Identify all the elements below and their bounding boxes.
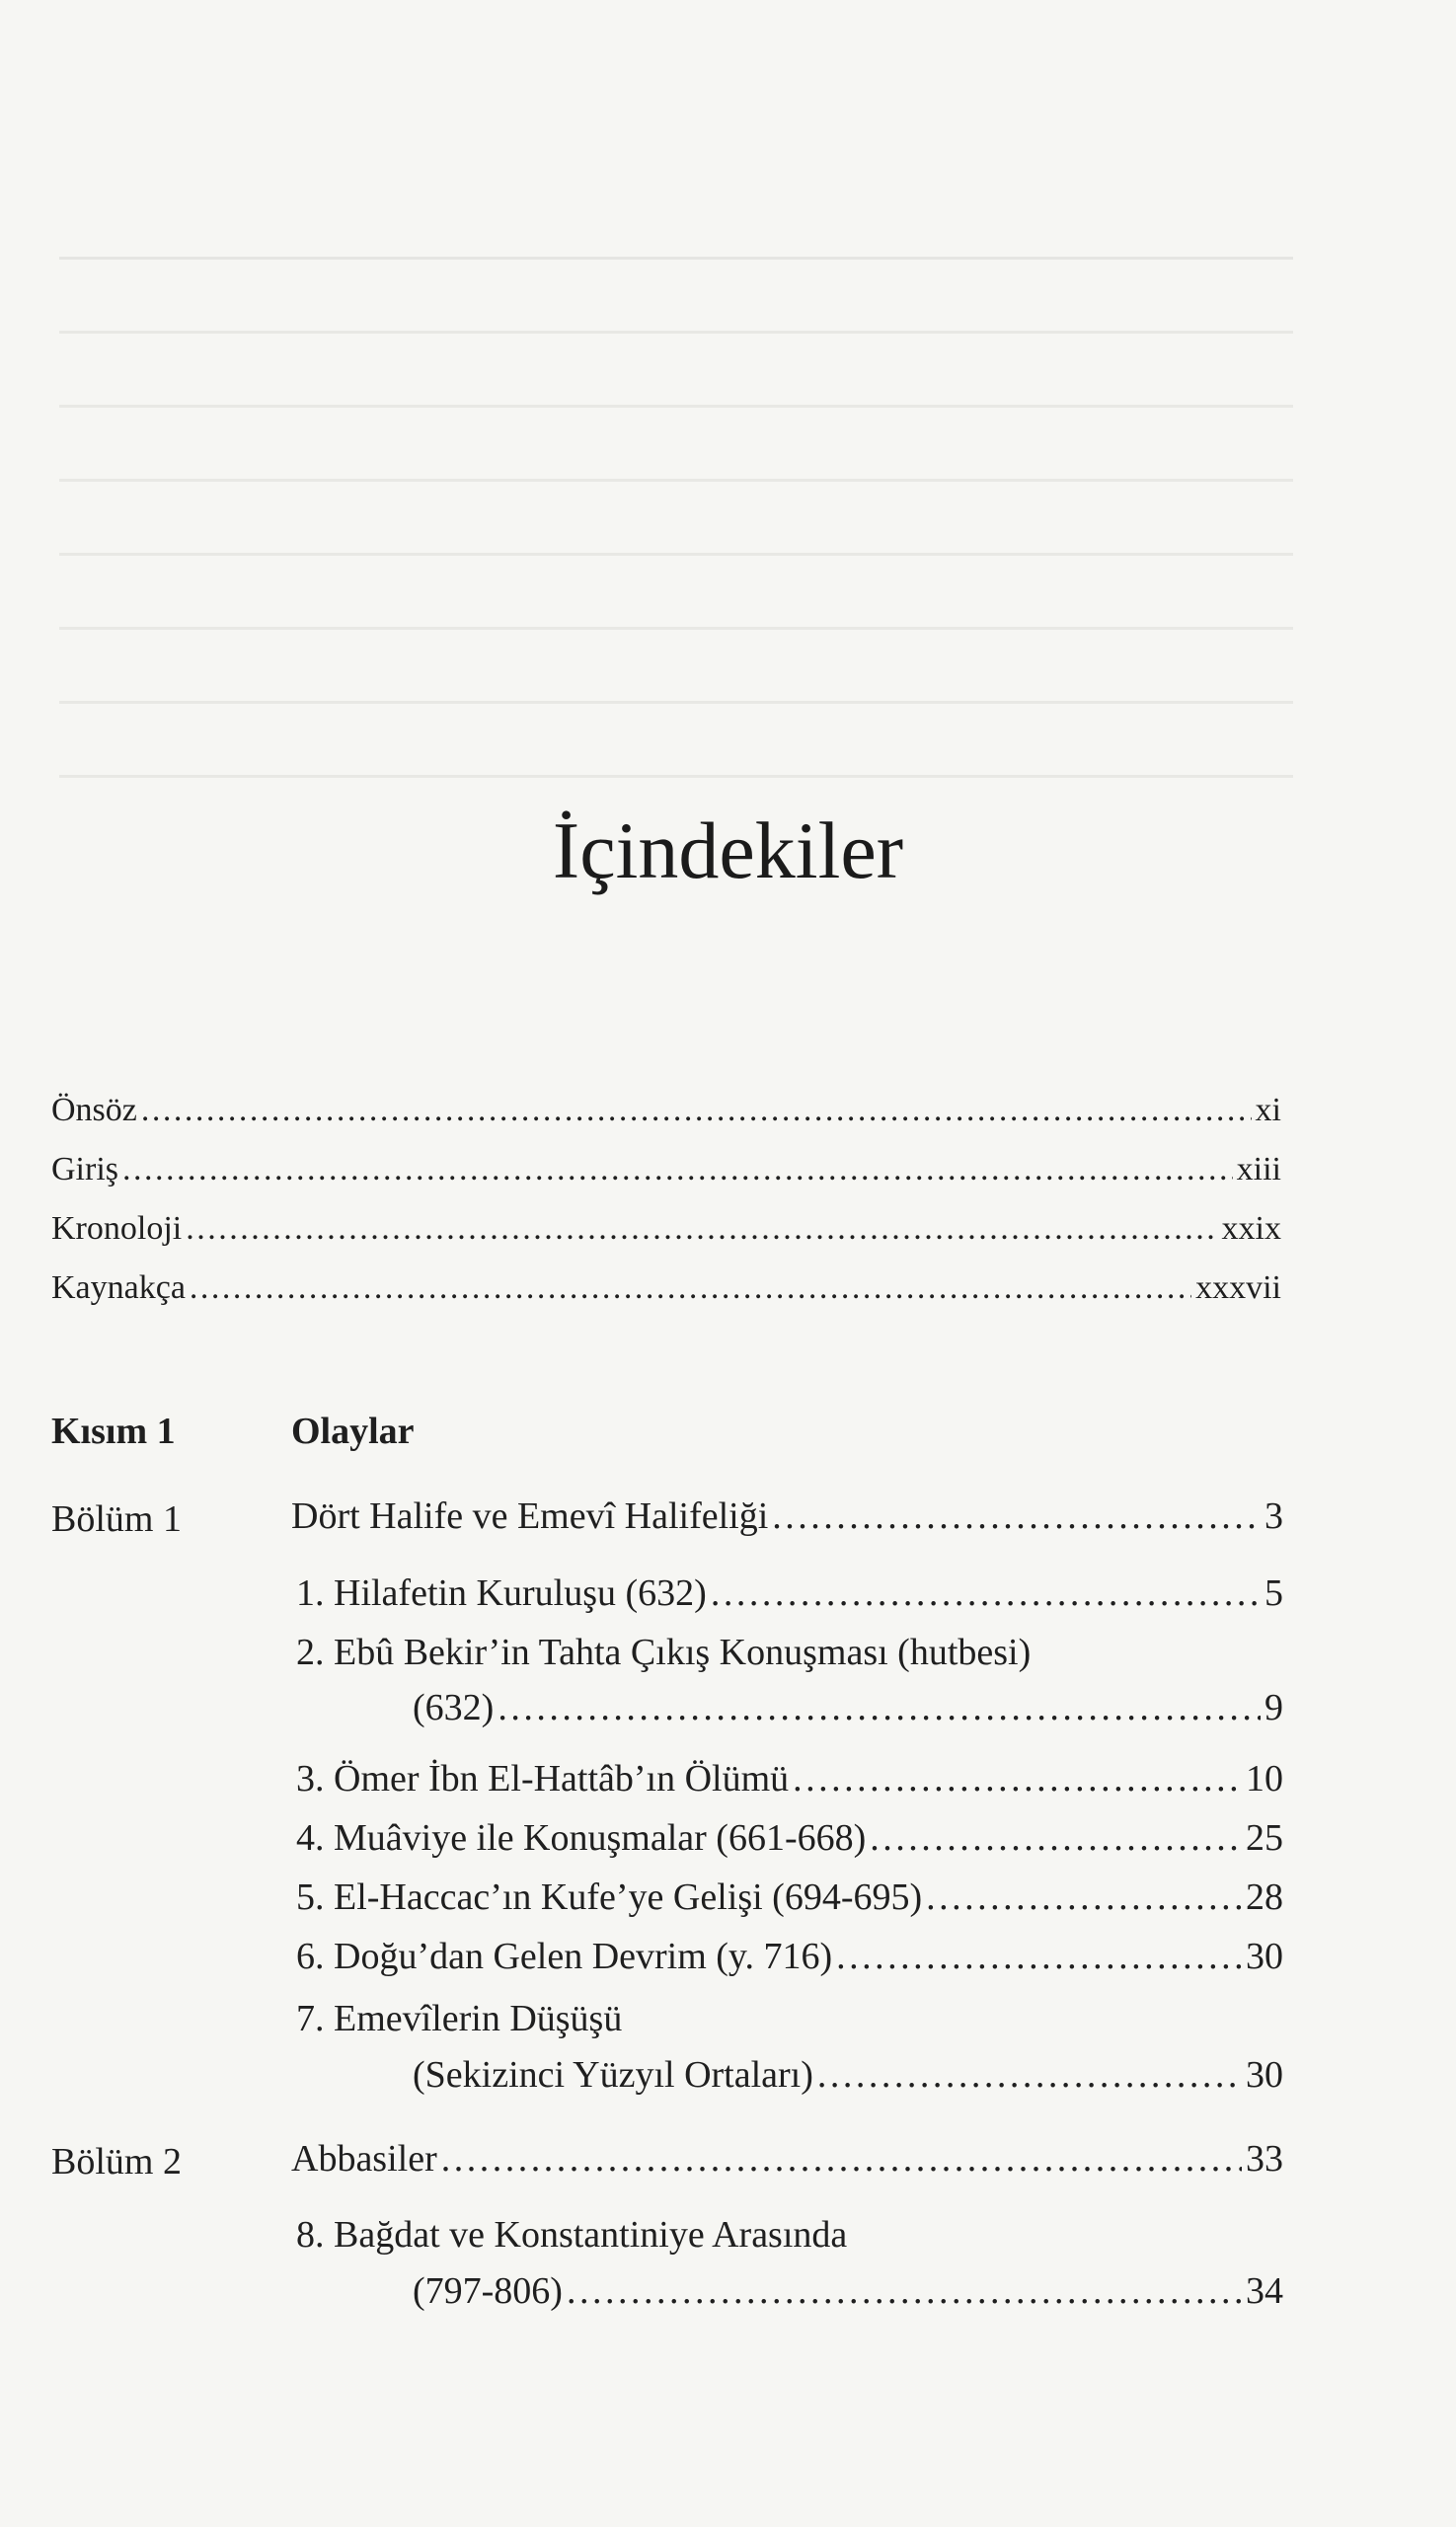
toc-entry-front[interactable]	[51, 1271, 1281, 1305]
toc-entry-section-cont[interactable]	[413, 2272, 1283, 2310]
toc-entry-page: 3	[1264, 1495, 1283, 1537]
leader-dots	[711, 1574, 1261, 1612]
part-title: Olaylar	[291, 1411, 415, 1452]
toc-entry-label: Önsöz	[51, 1092, 137, 1128]
toc-entry-label: 3. Ömer İbn El-Hattâb’ın Ölümü	[296, 1758, 790, 1800]
page-title: İçindekiler	[552, 805, 904, 895]
toc-entry-front[interactable]	[51, 1153, 1281, 1187]
toc-entry-label: Kaynakça	[51, 1269, 186, 1306]
leader-dots	[836, 1938, 1242, 1975]
leader-dots	[441, 2140, 1242, 2178]
leader-dots	[926, 1878, 1242, 1916]
toc-entry-label[interactable]: 2. Ebû Bekir’in Tahta Çıkış Konuşması (hutbesi)	[296, 1632, 1032, 1673]
part-label: Kısım 1	[51, 1411, 176, 1452]
toc-entry-page: 33	[1246, 2138, 1283, 2180]
toc-entry-label[interactable]: 7. Emevîlerin Düşüşü	[296, 1998, 623, 2039]
toc-entry-label: 4. Muâviye ile Konuşmalar (661-668)	[296, 1817, 867, 1859]
leader-dots	[186, 1212, 1217, 1246]
leader-dots	[772, 1497, 1261, 1535]
leader-dots	[141, 1094, 1252, 1127]
toc-entry-section-cont[interactable]	[413, 2056, 1283, 2094]
toc-entry-label: Kronoloji	[51, 1210, 183, 1247]
toc-entry-label-cont: (797-806)	[413, 2270, 563, 2312]
toc-entry-chapter[interactable]	[291, 2140, 1283, 2178]
toc-entry-section[interactable]	[296, 1819, 1283, 1857]
toc-entry-page: xi	[1255, 1092, 1281, 1128]
chapter-label: Bölüm 2	[51, 2141, 182, 2182]
toc-entry-label: Dört Halife ve Emevî Halifeliği	[291, 1495, 769, 1537]
toc-entry-section[interactable]	[296, 1878, 1283, 1916]
toc-entry-section[interactable]	[296, 1574, 1283, 1612]
chapter-label: Bölüm 1	[51, 1498, 182, 1540]
leader-dots	[817, 2056, 1242, 2094]
toc-entry-front[interactable]	[51, 1094, 1281, 1127]
toc-entry-label[interactable]: 8. Bağdat ve Konstantiniye Arasında	[296, 2214, 848, 2256]
toc-entry-label: 5. El-Haccac’ın Kufe’ye Gelişi (694-695)	[296, 1876, 923, 1918]
toc-entry-label-cont: (632)	[413, 1687, 495, 1728]
leader-dots	[870, 1819, 1242, 1857]
toc-entry-label: 6. Doğu’dan Gelen Devrim (y. 716)	[296, 1936, 833, 1977]
leader-dots	[793, 1760, 1242, 1798]
toc-entry-front[interactable]	[51, 1212, 1281, 1246]
toc-entry-page: 30	[1246, 1936, 1283, 1977]
toc-entry-page: 5	[1264, 1572, 1283, 1614]
toc-entry-section[interactable]	[296, 1938, 1283, 1975]
leader-dots	[498, 1689, 1261, 1726]
leader-dots	[190, 1271, 1191, 1305]
toc-entry-page: 30	[1246, 2054, 1283, 2096]
leader-dots	[567, 2272, 1242, 2310]
toc-entry-page: 34	[1246, 2270, 1283, 2312]
toc-entry-label: Giriş	[51, 1151, 118, 1187]
toc-entry-page: 28	[1246, 1876, 1283, 1918]
toc-entry-label-cont: (Sekizinci Yüzyıl Ortaları)	[413, 2054, 813, 2096]
toc-entry-page: 25	[1246, 1817, 1283, 1859]
toc-entry-page: xiii	[1236, 1151, 1281, 1187]
toc-entry-label: 1. Hilafetin Kuruluşu (632)	[296, 1572, 707, 1614]
toc-entry-page: xxxvii	[1195, 1269, 1281, 1306]
toc-entry-page: 10	[1246, 1758, 1283, 1800]
toc-entry-chapter[interactable]	[291, 1497, 1283, 1535]
toc-entry-section[interactable]	[296, 1760, 1283, 1798]
toc-entry-page: 9	[1264, 1687, 1283, 1728]
toc-entry-section-cont[interactable]	[413, 1689, 1283, 1726]
toc-entry-page: xxix	[1221, 1210, 1281, 1247]
leader-dots	[122, 1153, 1233, 1187]
toc-entry-label: Abbasiler	[291, 2138, 437, 2180]
